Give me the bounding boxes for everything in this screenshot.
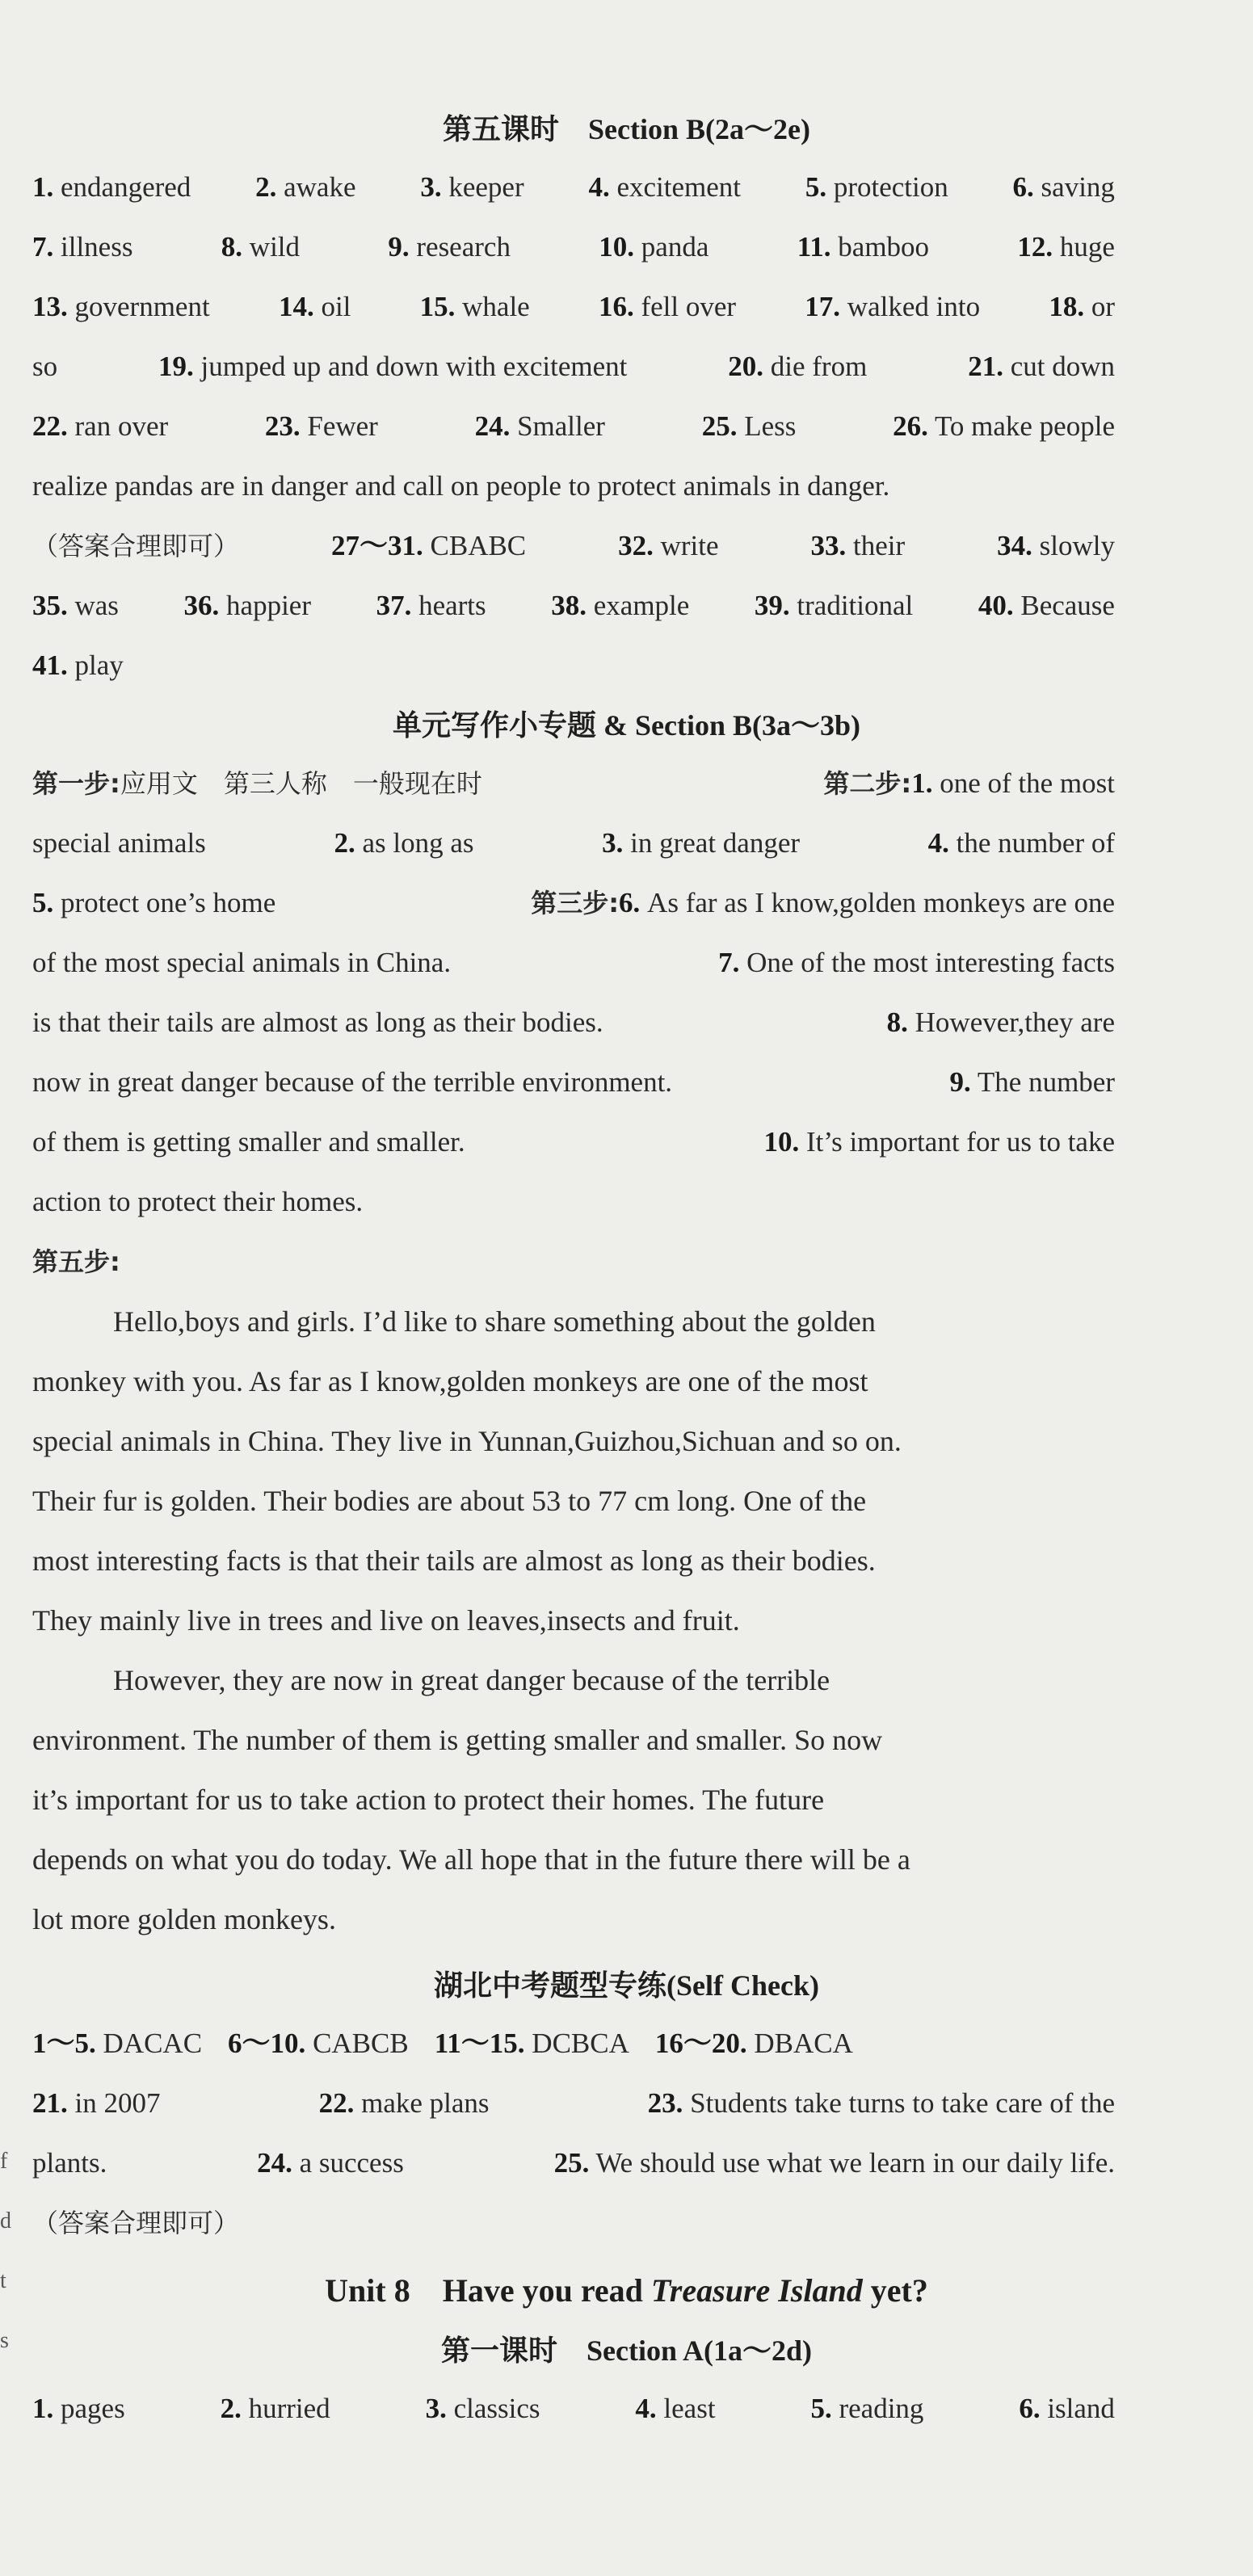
answer-text: DCBCA	[532, 2028, 629, 2059]
question-number: 37.	[376, 590, 412, 621]
answer-text: Smaller	[517, 410, 605, 442]
answer-text: cut down	[1010, 351, 1115, 382]
essay-line: Their fur is golden. Their bodies are about 53 to 77 cm long. One of the	[32, 1485, 867, 1517]
answer-text: in 2007	[74, 2087, 161, 2119]
question-number: 19.	[158, 351, 194, 382]
answer-line: of the most special animals in China. 7. One of the most interesting facts	[32, 947, 1115, 978]
answer-item	[602, 826, 800, 861]
question-number: 4.	[588, 171, 610, 203]
answer-item	[618, 528, 718, 564]
answer-item	[997, 528, 1115, 564]
question-number: 14.	[278, 291, 314, 322]
answer-line: realize pandas are in danger and call on people to protect animals in danger.	[32, 470, 890, 502]
section-title-writing: 单元写作小专题 & Section B(3a～3b)	[393, 709, 860, 742]
answer-item	[257, 2145, 404, 2181]
answer-item	[978, 588, 1115, 624]
question-number: 1～5.	[32, 2028, 96, 2059]
question-number: 23.	[264, 410, 301, 442]
question-number: 33.	[810, 530, 847, 561]
answer-text: CABCB	[313, 2028, 409, 2059]
answer-item	[1019, 2391, 1115, 2427]
answer-item	[221, 229, 300, 265]
answer-item	[805, 289, 980, 325]
answer-text: hearts	[418, 590, 486, 621]
answer-line	[32, 170, 1115, 205]
answer-text: bamboo	[838, 231, 930, 263]
question-number: 3.	[420, 171, 442, 203]
answer-item	[797, 229, 929, 265]
question-number: 24.	[257, 2147, 292, 2179]
answer-text: play	[74, 649, 124, 681]
question-number: 35.	[32, 590, 68, 621]
answer-text: endangered	[61, 171, 191, 203]
question-number: 41.	[32, 649, 68, 681]
answer-item	[32, 2026, 202, 2061]
answer-item	[551, 588, 689, 624]
answer-item	[968, 349, 1115, 385]
answer-text: protection	[833, 171, 948, 203]
answer-text: government	[74, 291, 210, 322]
question-number: 21.	[968, 351, 1003, 382]
answer-item	[32, 2145, 107, 2181]
answer-text: pages	[61, 2393, 125, 2424]
answer-item	[588, 170, 741, 205]
answer-text: least	[663, 2393, 716, 2424]
answer-line: （答案合理即可）	[32, 2208, 240, 2238]
question-number: 5.	[805, 171, 827, 203]
answer-item	[32, 2391, 125, 2427]
answer-line	[32, 2026, 1115, 2061]
answer-item	[655, 2026, 853, 2061]
answer-text: Students take turns to take care of the	[690, 2087, 1115, 2119]
answer-line	[32, 528, 1115, 564]
answer-text: illness	[61, 231, 133, 263]
question-number: 22.	[318, 2087, 355, 2119]
answer-text: excitement	[616, 171, 741, 203]
answer-line	[32, 2145, 1115, 2181]
question-number: 21.	[32, 2087, 68, 2119]
answer-item	[420, 170, 523, 205]
essay-line: monkey with you. As far as I know,golden monkeys are one of the most	[32, 1365, 868, 1397]
answer-line	[32, 826, 1115, 861]
answer-text: plants.	[32, 2147, 107, 2179]
question-number: 15.	[419, 291, 456, 322]
answer-text: awake	[284, 171, 356, 203]
answer-line: of them is getting smaller and smaller. 10. It’s important for us to take	[32, 1126, 1115, 1158]
question-number: 34.	[997, 530, 1032, 561]
essay-line: depends on what you do today. We all hope that in the future there will be a	[32, 1843, 910, 1876]
answer-line	[32, 2391, 1115, 2427]
answer-text: happier	[226, 590, 311, 621]
essay-line: environment. The number of them is getting smaller and smaller. So now	[32, 1724, 883, 1756]
answer-line	[32, 349, 1115, 385]
answer-text: a success	[299, 2147, 404, 2179]
edge-letter: d	[0, 2208, 11, 2234]
question-number: 8.	[221, 231, 243, 263]
answer-text: or	[1091, 291, 1115, 322]
answer-text: （答案合理即可）	[32, 531, 240, 561]
answer-text: CBABC	[430, 530, 527, 561]
answer-text: so	[32, 351, 58, 382]
essay-line: lot more golden monkeys.	[32, 1903, 336, 1935]
answer-text: reading	[839, 2393, 924, 2424]
answer-text: island	[1047, 2393, 1115, 2424]
answer-item	[426, 2391, 540, 2427]
answer-item	[755, 588, 913, 624]
answer-text: whale	[462, 291, 530, 322]
question-number: 38.	[551, 590, 587, 621]
answer-item	[32, 528, 239, 564]
answer-text: jumped up and down with excitement	[200, 351, 628, 382]
question-number: 4.	[927, 827, 949, 859]
answer-item	[1049, 289, 1115, 325]
question-number: 6.	[1012, 171, 1034, 203]
answer-item	[32, 349, 57, 385]
question-number: 17.	[805, 291, 841, 322]
question-number: 13.	[32, 291, 68, 322]
question-number: 16～20.	[654, 2028, 747, 2059]
answer-item	[32, 826, 206, 861]
unit8-title: Unit 8 Have you read Treasure Island yet?	[325, 2272, 928, 2309]
answer-text: their	[853, 530, 906, 561]
answer-text: traditional	[797, 590, 914, 621]
edge-letter: s	[0, 2328, 9, 2353]
answer-item	[265, 409, 378, 444]
essay-line: However, they are now in great danger because of the terrible	[113, 1664, 830, 1696]
answer-item	[928, 826, 1115, 861]
answer-text: example	[593, 590, 690, 621]
question-number: 6.	[1019, 2393, 1041, 2424]
question-number: 1.	[32, 2393, 54, 2424]
essay-line: most interesting facts is that their tails are almost as long as their bodies.	[32, 1544, 876, 1577]
question-number: 20.	[728, 351, 763, 382]
answer-text: slowly	[1039, 530, 1115, 561]
answer-text: saving	[1041, 171, 1115, 203]
question-number: 36.	[183, 590, 220, 621]
answer-text: special animals	[32, 827, 206, 859]
answer-text: classics	[453, 2393, 540, 2424]
answer-item	[475, 409, 605, 444]
question-number: 32.	[618, 530, 654, 561]
question-number: 7.	[32, 231, 54, 263]
question-number: 2.	[255, 171, 277, 203]
question-number: 12.	[1017, 231, 1053, 263]
question-number: 6～10.	[228, 2028, 306, 2059]
answer-line	[32, 648, 1115, 683]
answer-item	[1013, 170, 1115, 205]
question-number: 25.	[701, 410, 738, 442]
question-number: 18.	[1049, 291, 1085, 322]
answer-text: walked into	[847, 291, 981, 322]
edge-letter: f	[0, 2149, 8, 2174]
answer-item	[32, 2086, 160, 2121]
answer-item	[255, 170, 355, 205]
answer-item	[32, 409, 168, 444]
answer-text: ran over	[74, 410, 169, 442]
answer-item	[334, 826, 473, 861]
question-number: 3.	[425, 2393, 447, 2424]
answer-text: DBACA	[754, 2028, 853, 2059]
question-number: 23.	[647, 2087, 683, 2119]
answer-text: the number of	[956, 827, 1115, 859]
question-number: 24.	[474, 410, 511, 442]
answer-item	[554, 2145, 1115, 2181]
question-number: 9.	[388, 231, 410, 263]
answer-item	[810, 2391, 923, 2427]
answer-line	[32, 588, 1115, 624]
question-number: 40.	[978, 590, 1014, 621]
answer-item	[32, 648, 124, 683]
answer-item	[811, 528, 906, 564]
answer-item	[32, 289, 210, 325]
answer-line	[32, 289, 1115, 325]
answer-item	[635, 2391, 715, 2427]
answer-item	[158, 349, 627, 385]
answer-text: DACAC	[103, 2028, 203, 2059]
section-title-lesson5: 第五课时 Section B(2a～2e)	[443, 113, 810, 145]
question-number: 1.	[32, 171, 54, 203]
answer-text: die from	[770, 351, 868, 382]
answer-item	[599, 289, 736, 325]
answer-item	[376, 588, 486, 624]
answer-line	[32, 229, 1115, 265]
answer-item	[331, 528, 526, 564]
essay-line: Hello,boys and girls. I’d like to share something about the golden	[113, 1305, 876, 1338]
question-number: 2.	[334, 827, 355, 859]
answer-text: oil	[321, 291, 351, 322]
question-number: 16.	[598, 291, 634, 322]
answer-item	[1017, 229, 1115, 265]
question-number: 25.	[553, 2147, 590, 2179]
answer-text: huge	[1059, 231, 1115, 263]
question-number: 26.	[893, 410, 928, 442]
answer-text: wild	[249, 231, 301, 263]
answer-item	[279, 289, 351, 325]
answer-line: now in great danger because of the terrible environment. 9. The number	[32, 1066, 1115, 1098]
answer-line: is that their tails are almost as long as their bodies. 8. However,they are	[32, 1006, 1115, 1038]
answer-item	[32, 229, 132, 265]
answer-line	[32, 409, 1115, 444]
answer-item	[228, 2026, 409, 2061]
answer-item	[893, 409, 1115, 444]
answer-text: hurried	[248, 2393, 330, 2424]
answer-text: research	[416, 231, 511, 263]
answer-line: 5. protect one’s home 第三步:6. As far as I know,golden monkeys are one	[32, 887, 1115, 918]
question-number: 3.	[602, 827, 624, 859]
answer-item	[388, 229, 511, 265]
question-number: 4.	[635, 2393, 657, 2424]
answer-line: action to protect their homes.	[32, 1186, 364, 1217]
answer-text: was	[74, 590, 119, 621]
essay-line: it’s important for us to take action to protect their homes. The future	[32, 1784, 825, 1816]
answer-item	[648, 2086, 1115, 2121]
answer-text: Less	[744, 410, 797, 442]
answer-item	[221, 2391, 330, 2427]
answer-item	[319, 2086, 490, 2121]
answer-text: fell over	[641, 291, 737, 322]
answer-text: panda	[641, 231, 709, 263]
step5-label: 第五步:	[32, 1246, 120, 1277]
answer-item	[805, 170, 948, 205]
question-number: 11～15.	[434, 2028, 525, 2059]
answer-text: keeper	[448, 171, 524, 203]
answer-text: write	[660, 530, 719, 561]
section-title-self-check: 湖北中考题型专练(Self Check)	[434, 1969, 819, 2002]
question-number: 22.	[32, 410, 68, 442]
question-number: 11.	[797, 231, 831, 263]
answer-line: 第一步:应用文 第三人称 一般现在时 第二步:1. one of the most	[32, 767, 1115, 799]
answer-text: Because	[1020, 590, 1115, 621]
edge-letter: t	[0, 2268, 6, 2293]
answer-item	[435, 2026, 629, 2061]
question-number: 27～31.	[330, 530, 423, 561]
answer-line	[32, 2086, 1115, 2121]
question-number: 10.	[599, 231, 635, 263]
answer-item	[184, 588, 311, 624]
answer-item	[702, 409, 797, 444]
answer-text: Fewer	[307, 410, 378, 442]
answer-text: in great danger	[630, 827, 801, 859]
question-number: 39.	[754, 590, 790, 621]
answer-item	[420, 289, 530, 325]
answer-text: as long as	[362, 827, 474, 859]
section-title-lesson1: 第一课时 Section A(1a～2d)	[440, 2334, 812, 2367]
essay-line: special animals in China. They live in Yunnan,Guizhou,Sichuan and so on.	[32, 1425, 902, 1457]
answer-text: We should use what we learn in our daily life.	[595, 2147, 1115, 2179]
answer-text: make plans	[361, 2087, 490, 2119]
answer-item	[32, 170, 191, 205]
answer-item	[728, 349, 867, 385]
answer-item	[32, 588, 119, 624]
answer-item	[599, 229, 708, 265]
question-number: 2.	[220, 2393, 242, 2424]
essay-line: They mainly live in trees and live on leaves,insects and fruit.	[32, 1604, 740, 1637]
question-number: 5.	[810, 2393, 832, 2424]
answer-text: To make people	[934, 410, 1115, 442]
